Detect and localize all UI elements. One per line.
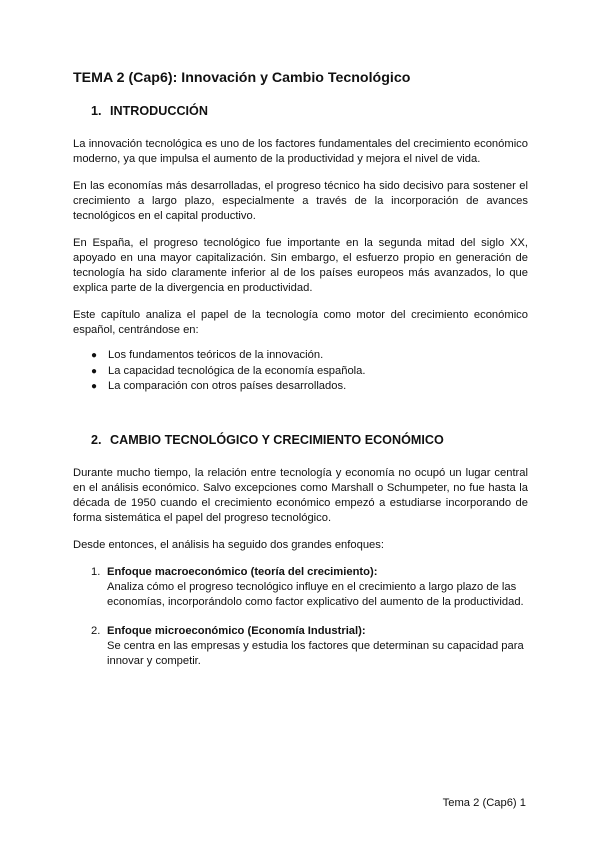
section-number: 1. [91, 104, 102, 118]
bullet-icon: ● [91, 365, 98, 377]
list-item [91, 624, 528, 669]
list-item-text: La capacidad tecnológica de la economía española. [108, 364, 366, 377]
list-item [91, 348, 528, 364]
document-title: TEMA 2 (Cap6): Innovación y Cambio Tecnológico [73, 70, 411, 86]
paragraph: Este capítulo analiza el papel de la tecnología como motor del crecimiento económico español, centrándose en: [73, 309, 528, 336]
bullet-icon: ● [91, 381, 98, 392]
list-item-number: 2. [91, 624, 101, 637]
list-item-text: La comparación con otros países desarrollados. [108, 380, 347, 392]
list-item-title: Enfoque macroeconómico (teoría del crecimiento): [107, 565, 378, 578]
paragraph: Durante mucho tiempo, la relación entre tecnología y economía no ocupó un lugar central en el análisis económico. Salvo excepciones como Marshall o Schumpeter, no fue hasta la década de 1950 cuando el crecimiento económico empezó a estudiarse incorporando de forma sistemática el papel del progreso tecnológico. [73, 466, 528, 524]
section-heading-text: CAMBIO TECNOLÓGICO Y CRECIMIENTO ECONÓMICO [110, 432, 444, 447]
list-item-description: Analiza cómo el progreso tecnológico influye en el crecimiento a largo plazo de las economías, incorporándolo como factor explicativo del aumento de la productividad. [107, 580, 524, 608]
list-item-number: 1. [91, 565, 101, 578]
paragraph: La innovación tecnológica es uno de los factores fundamentales del crecimiento económico moderno, ya que impulsa el aumento de la productividad y mejora el nivel de vida. [73, 138, 528, 165]
list-item-text: Los fundamentos teóricos de la innovación. [108, 349, 324, 361]
section-heading-cambio-tecnologico [91, 433, 528, 447]
numbered-list [91, 565, 528, 669]
list-item [91, 565, 528, 610]
list-item [91, 364, 528, 380]
section-heading-introduccion [91, 104, 528, 118]
page-footer: Tema 2 (Cap6) 1 [442, 797, 526, 809]
section-spacer [73, 395, 528, 422]
section-heading-text: INTRODUCCIÓN [110, 104, 208, 118]
list-item-description: Se centra en las empresas y estudia los factores que determinan su capacidad para innovar y competir. [107, 639, 524, 667]
bullet-icon: ● [91, 350, 98, 361]
paragraph: En las economías más desarrolladas, el progreso técnico ha sido decisivo para sostener el crecimiento a largo plazo, especialmente a través de la incorporación de avances tecnológicos en el capital productivo. [73, 180, 528, 222]
paragraph: En España, el progreso tecnológico fue importante en la segunda mitad del siglo XX, apoyado en una mayor capitalización. Sin embargo, el esfuerzo propio en generación de tecnología ha sido claramente inferior al de los países europeos más avanzados, lo que explica parte de la divergencia en productividad. [73, 237, 528, 294]
list-item [91, 379, 528, 395]
page-content [73, 70, 528, 683]
paragraph: Desde entonces, el análisis ha seguido dos grandes enfoques: [73, 538, 384, 551]
section-number: 2. [91, 432, 102, 447]
bullet-list [91, 348, 528, 395]
list-item-title: Enfoque microeconómico (Economía Industrial): [107, 624, 366, 637]
